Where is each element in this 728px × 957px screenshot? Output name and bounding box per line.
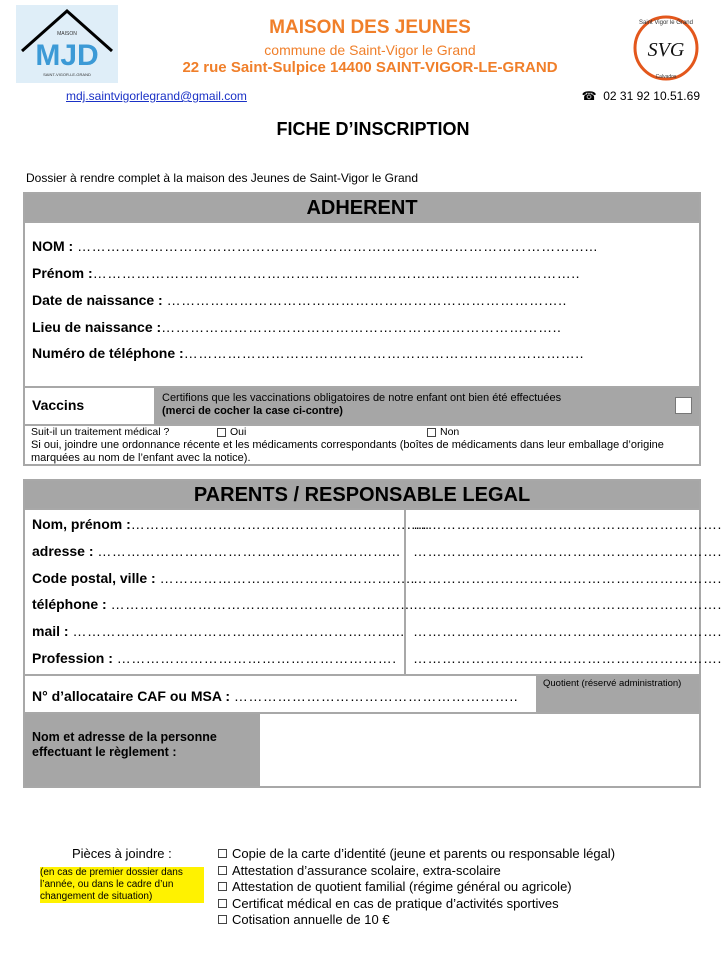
piece-item[interactable] xyxy=(218,846,615,863)
email-link[interactable]: mdj.saintvigorlegrand@gmail.com xyxy=(66,89,247,103)
vaccins-text: Certifions que les vaccinations obligatoires de notre enfant ont bien été effectuées xyxy=(162,392,562,404)
oui-option[interactable] xyxy=(217,426,246,438)
parent2-mail-field[interactable] xyxy=(413,623,722,639)
parent-mail-field[interactable] xyxy=(32,623,405,639)
seal-top-text: Saint Vigor le Grand xyxy=(639,20,693,26)
prenom-field[interactable] xyxy=(32,265,580,281)
piece-checkbox-icon xyxy=(218,882,227,891)
parent-profession-field[interactable] xyxy=(32,650,397,666)
parent2-nom-field[interactable] xyxy=(413,516,722,532)
vaccins-label: Vaccins xyxy=(32,397,85,413)
non-option[interactable] xyxy=(427,426,459,438)
piece-checkbox-icon xyxy=(218,899,227,908)
parent2-cp-ville-dots: ………………………………………………………. xyxy=(413,570,722,586)
oui-checkbox-icon xyxy=(217,428,226,437)
piece-text: Attestation de quotient familial (régime général ou agricole) xyxy=(232,879,572,894)
telephone-dots: ……………………………………………………………………….. xyxy=(183,345,584,361)
vaccins-statement-cell xyxy=(154,388,666,424)
parent-telephone-label: téléphone : xyxy=(32,596,111,612)
lieu-naissance-label: Lieu de naissance : xyxy=(32,319,162,335)
parent-cp-ville-dots: …………………………………………….. xyxy=(159,570,415,586)
caf-field[interactable] xyxy=(32,688,518,704)
org-commune: commune de Saint-Vigor le Grand xyxy=(264,42,476,58)
vaccins-checkbox-cell xyxy=(666,388,699,424)
pieces-note: (en cas de premier dossier dans l’année, ou dans le cadre d’un changement de situation) xyxy=(40,867,204,903)
prenom-dots: ……………………………………………………………………………………….. xyxy=(92,265,580,281)
mjd-logo xyxy=(16,5,118,83)
vaccins-note: (merci de cocher la case ci-contre) xyxy=(162,405,343,417)
logo-caption: SAINT-VIGOR-LE-GRAND xyxy=(43,72,91,77)
quotient-label: Quotient (réservé administration) xyxy=(543,678,682,689)
nom-dots: ……………………………………………………………………………………………... xyxy=(77,238,598,254)
caf-label: N° d’allocataire CAF ou MSA : xyxy=(32,688,234,704)
intro-text: Dossier à rendre complet à la maison des Jeunes de Saint-Vigor le Grand xyxy=(26,171,418,185)
phone-contact xyxy=(582,89,700,103)
phone-number: 02 31 92 10.51.69 xyxy=(603,89,700,103)
date-naissance-field[interactable] xyxy=(32,292,567,308)
piece-text: Cotisation annuelle de 10 € xyxy=(232,912,390,927)
form-title: FICHE D’INSCRIPTION xyxy=(276,119,470,139)
piece-checkbox-icon xyxy=(218,849,227,858)
logo-small-text: MAISON xyxy=(57,31,77,37)
telephone-field[interactable] xyxy=(32,345,584,361)
parent-telephone-dots: ……………………………………………………... xyxy=(110,596,414,612)
parent2-adresse-field[interactable] xyxy=(413,543,722,559)
traitement-question: Suit-il un traitement médical ? xyxy=(31,426,170,438)
piece-item[interactable] xyxy=(218,912,615,929)
parent-profession-label: Profession : xyxy=(32,650,117,666)
piece-checkbox-icon xyxy=(218,915,227,924)
parent-mail-dots: …………………………………………………………... xyxy=(72,623,405,639)
traitement-note: Si oui, joindre une ordonnance récente et les médicaments correspondants (boîtes de médicaments dans leur emballage d’origine marquées au nom de l’enfant avec la notice). xyxy=(31,439,664,464)
adherent-header xyxy=(23,192,701,223)
parent-nom-dots: …………………………………………………….. xyxy=(130,516,430,532)
nom-label: NOM : xyxy=(32,238,78,254)
parent2-telephone-dots: ………………………………………………………. xyxy=(413,596,722,612)
adherent-heading: ADHERENT xyxy=(306,197,418,219)
logo-letters: MJD xyxy=(35,39,99,72)
piece-text: Certificat médical en cas de pratique d’activités sportives xyxy=(232,895,559,911)
piece-text: Copie de la carte d’identité (jeune et parents ou responsable légal) xyxy=(232,846,616,861)
parent2-mail-dots: ………………………………………………………. xyxy=(413,623,722,639)
parent-adresse-dots: ……………………………………………………... xyxy=(97,543,401,559)
payer-label-cell xyxy=(25,714,260,786)
org-address: 22 rue Saint-Sulpice 14400 SAINT-VIGOR-LE-GRAND xyxy=(182,59,558,76)
parent-telephone-field[interactable] xyxy=(32,596,414,612)
parents-heading: PARENTS / RESPONSABLE LEGAL xyxy=(193,484,531,506)
payer-label: Nom et adresse de la personne effectuant le règlement : xyxy=(32,730,217,759)
parent-mail-label: mail : xyxy=(32,623,73,639)
lieu-naissance-dots: ……………………………………………………………………….. xyxy=(161,319,562,335)
parent2-profession-field[interactable] xyxy=(413,650,722,666)
parent2-profession-dots: ………………………………………………………. xyxy=(413,650,722,666)
parents-column-divider xyxy=(404,508,406,676)
non-checkbox-icon xyxy=(427,428,436,437)
parent2-adresse-dots: ………………………………………………………. xyxy=(413,543,722,559)
org-name: MAISON DES JEUNES xyxy=(269,17,471,38)
pieces-label: Pièces à joindre : xyxy=(72,846,172,861)
date-naissance-dots: ……………………………………………………………………….. xyxy=(166,292,567,308)
lieu-naissance-field[interactable] xyxy=(32,319,561,335)
traitement-question-line xyxy=(31,426,460,438)
vaccins-checkbox[interactable] xyxy=(675,397,692,414)
svg-logo xyxy=(630,12,702,84)
parent-profession-dots: …………………………………………………. xyxy=(116,650,397,666)
nom-field[interactable] xyxy=(32,238,598,254)
parent-adresse-field[interactable] xyxy=(32,543,401,559)
parent-nom-field[interactable] xyxy=(32,516,430,532)
non-label: Non xyxy=(440,426,460,438)
payer-input-area[interactable] xyxy=(260,714,699,786)
telephone-label: Numéro de téléphone : xyxy=(32,345,184,361)
piece-item[interactable] xyxy=(218,879,615,896)
parent-adresse-label: adresse : xyxy=(32,543,98,559)
prenom-label: Prénom : xyxy=(32,265,93,281)
quotient-cell xyxy=(536,676,699,712)
phone-icon: ☎ xyxy=(581,89,597,103)
piece-item[interactable] xyxy=(218,896,615,913)
parent-nom-label: Nom, prénom : xyxy=(32,516,131,532)
oui-label: Oui xyxy=(230,426,247,438)
piece-text: Attestation d’assurance scolaire, extra-scolaire xyxy=(232,862,501,878)
parent-cp-ville-field[interactable] xyxy=(32,570,415,586)
seal-mark: SVG xyxy=(647,39,685,61)
parent2-telephone-field[interactable] xyxy=(413,596,722,612)
house-logo-icon xyxy=(16,5,118,83)
piece-checkbox-icon xyxy=(218,866,227,875)
piece-item[interactable] xyxy=(218,863,615,880)
parents-header xyxy=(23,479,701,510)
caf-dots: ………………………………………………….. xyxy=(233,688,519,704)
svg-seal-icon xyxy=(630,12,702,84)
parent2-cp-ville-field[interactable] xyxy=(413,570,722,586)
pieces-list xyxy=(218,846,615,929)
parent-cp-ville-label: Code postal, ville : xyxy=(32,570,160,586)
date-naissance-label: Date de naissance : xyxy=(32,292,167,308)
seal-bottom-text: Calvados xyxy=(655,74,677,80)
parent2-nom-dots: ………………………………………………………. xyxy=(413,516,722,532)
